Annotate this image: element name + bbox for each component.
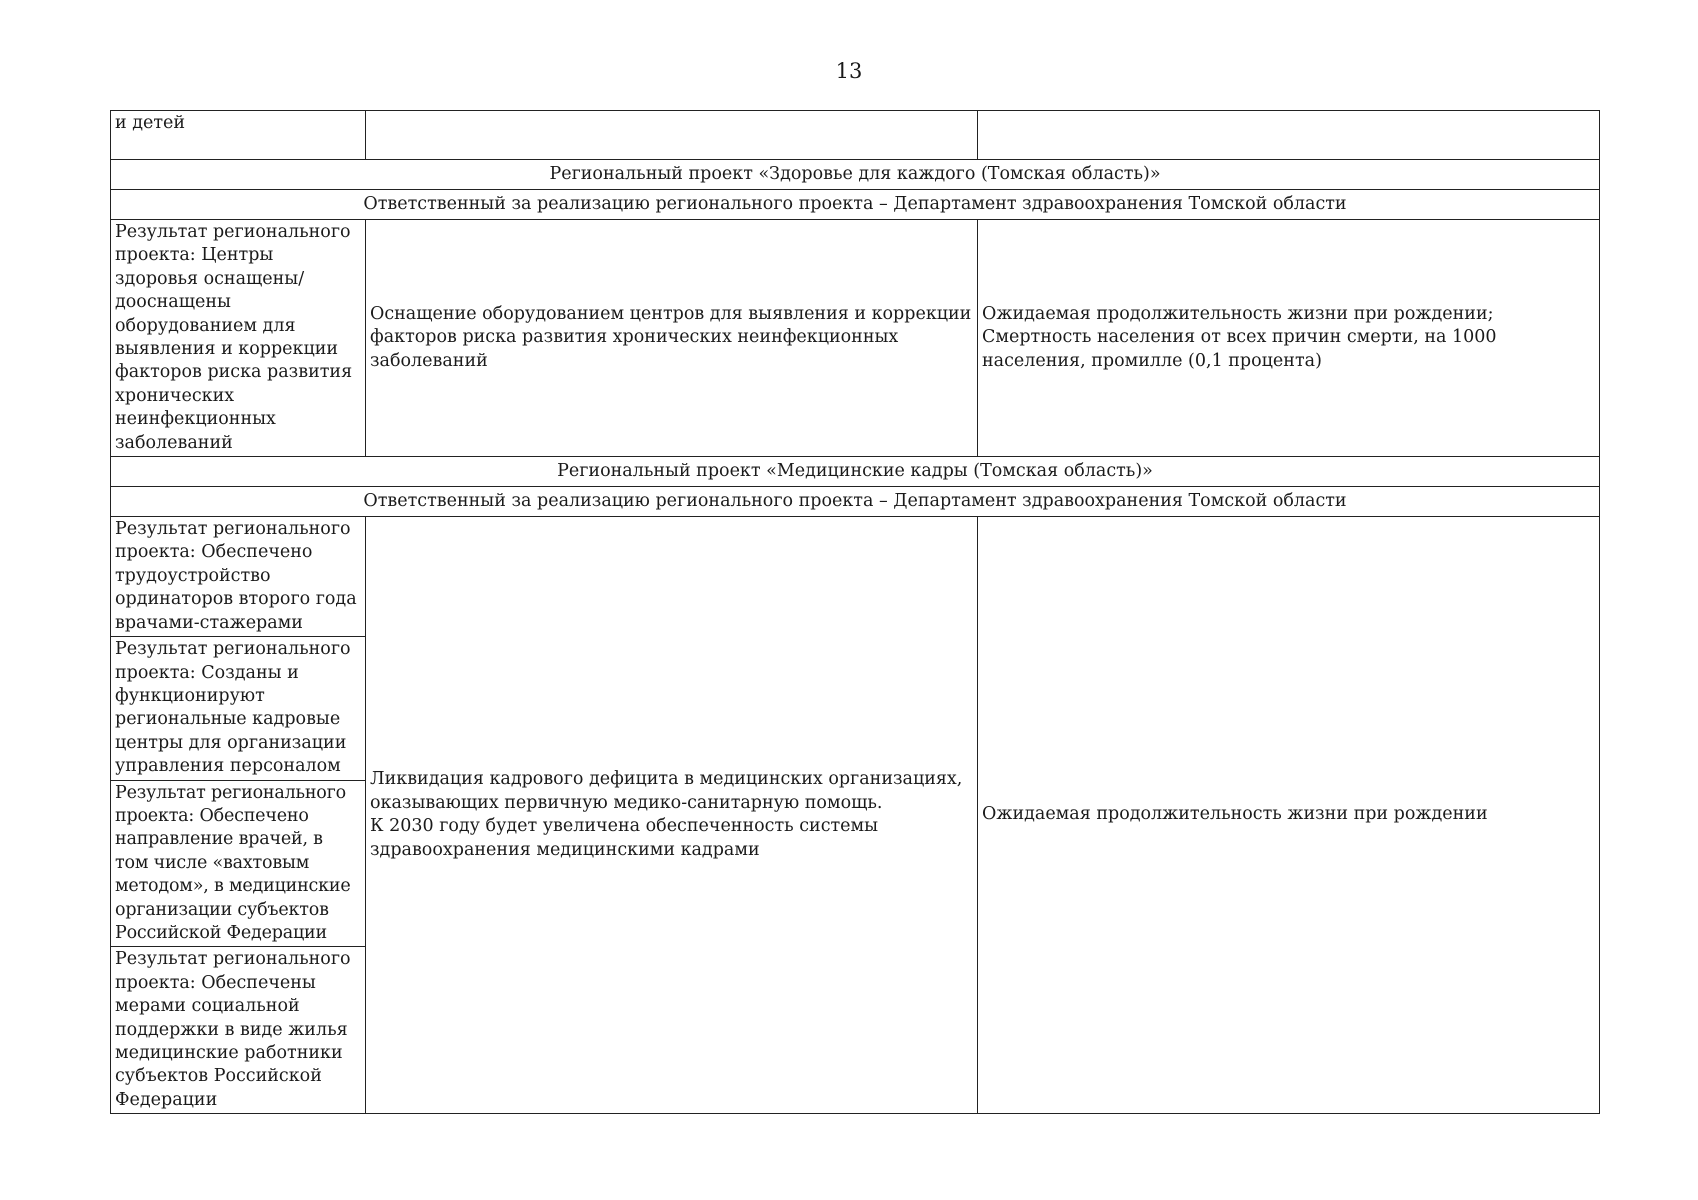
effect-cell: Оснащение оборудованием центров для выявления и коррекции факторов риска развития хронических неинфекционных заболеваний — [366, 220, 978, 457]
table-row — [111, 487, 1600, 517]
table-row — [111, 160, 1600, 190]
indicator-text: Ожидаемая продолжительность жизни при рождении; Смертность населения от всех причин смерти, на 1000 населения, промилле (0,1 процента) — [982, 303, 1497, 371]
responsible-department: Ответственный за реализацию регионального проекта – Департамент здравоохранения Томской области — [111, 190, 1600, 220]
continuation-cell: и детей — [111, 111, 366, 160]
project-title-staff: Региональный проект «Медицинские кадры (Томская область)» — [111, 457, 1600, 487]
result-cell: Результат регионального проекта: Центры здоровья оснащены/дооснащены оборудованием для выявления и коррекции факторов риска развития хронических неинфекционных заболеваний — [111, 220, 366, 457]
result-cell: Результат регионального проекта: Обеспечено направление врачей, в том числе «вахтовым методом», в медицинские организации субъектов Российской Федерации — [111, 780, 366, 947]
effect-text: Ликвидация кадрового дефицита в медицинских организациях, оказывающих первичную медико-санитарную помощь. К 2030 году будет увеличена обеспеченность системы здравоохранения медицинскими кадрами — [370, 769, 963, 860]
projects-table — [110, 110, 1600, 1114]
responsible-department: Ответственный за реализацию регионального проекта – Департамент здравоохранения Томской области — [111, 487, 1600, 517]
empty-cell — [366, 111, 978, 160]
table-row — [111, 517, 1600, 637]
table-row — [111, 111, 1600, 160]
empty-cell — [978, 111, 1600, 160]
page-number: 13 — [835, 59, 863, 83]
table-row — [111, 457, 1600, 487]
indicator-cell: Ожидаемая продолжительность жизни при рождении — [978, 517, 1600, 1114]
result-cell: Результат регионального проекта: Обеспечено трудоустройство ординаторов второго года врачами-стажерами — [111, 517, 366, 637]
result-cell: Результат регионального проекта: Обеспечены мерами социальной поддержки в виде жилья медицинские работники субъектов Российской Федерации — [111, 947, 366, 1114]
table-row — [111, 190, 1600, 220]
table-row — [111, 220, 1600, 457]
indicator-cell — [978, 220, 1600, 457]
result-cell: Результат регионального проекта: Созданы и функционируют региональные кадровые центры для организации управления персоналом — [111, 637, 366, 780]
project-title-health: Региональный проект «Здоровье для каждого (Томская область)» — [111, 160, 1600, 190]
effect-cell — [366, 517, 978, 1114]
